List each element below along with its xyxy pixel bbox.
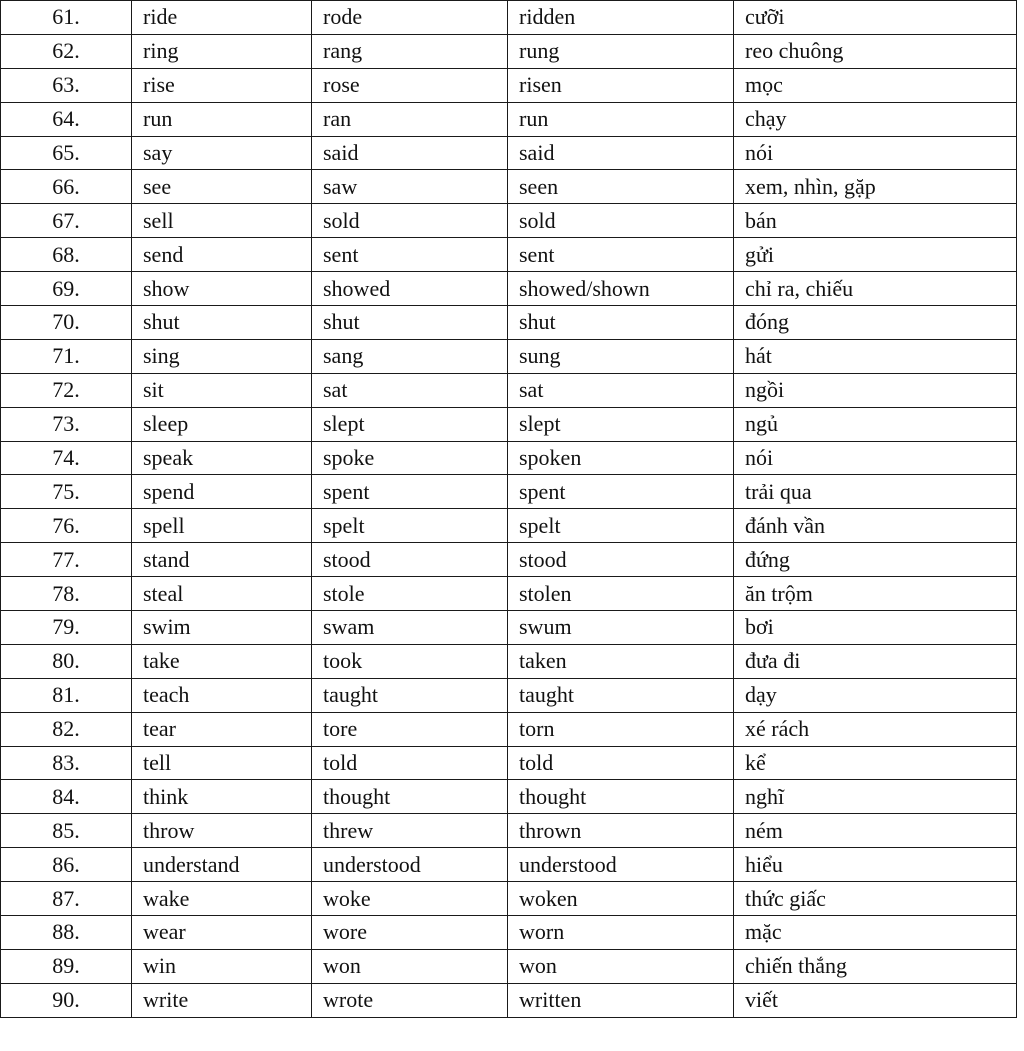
- row-number-cell: 87.: [1, 882, 132, 916]
- row-number-cell: 83.: [1, 746, 132, 780]
- base-form-cell: run: [132, 102, 312, 136]
- meaning-cell: chỉ ra, chiếu: [734, 272, 1017, 306]
- past-simple-cell: understood: [312, 848, 508, 882]
- meaning-cell: bơi: [734, 611, 1017, 645]
- past-simple-cell: stole: [312, 577, 508, 611]
- past-participle-cell: torn: [508, 712, 734, 746]
- meaning-cell: bán: [734, 204, 1017, 238]
- row-number-cell: 77.: [1, 543, 132, 577]
- row-number-cell: 80.: [1, 644, 132, 678]
- past-participle-cell: stolen: [508, 577, 734, 611]
- base-form-cell: ride: [132, 1, 312, 35]
- past-simple-cell: rang: [312, 34, 508, 68]
- past-simple-cell: tore: [312, 712, 508, 746]
- past-simple-cell: saw: [312, 170, 508, 204]
- meaning-cell: hiểu: [734, 848, 1017, 882]
- past-participle-cell: spoken: [508, 441, 734, 475]
- meaning-cell: mọc: [734, 68, 1017, 102]
- base-form-cell: sell: [132, 204, 312, 238]
- table-row: [1, 848, 1017, 882]
- meaning-cell: đánh vần: [734, 509, 1017, 543]
- table-row: [1, 611, 1017, 645]
- table-row: [1, 983, 1017, 1017]
- table-row: [1, 34, 1017, 68]
- row-number-cell: 74.: [1, 441, 132, 475]
- base-form-cell: rise: [132, 68, 312, 102]
- table-row: [1, 746, 1017, 780]
- row-number-cell: 89.: [1, 949, 132, 983]
- meaning-cell: viết: [734, 983, 1017, 1017]
- base-form-cell: sit: [132, 373, 312, 407]
- meaning-cell: thức giấc: [734, 882, 1017, 916]
- row-number-cell: 84.: [1, 780, 132, 814]
- base-form-cell: sing: [132, 339, 312, 373]
- past-simple-cell: swam: [312, 611, 508, 645]
- row-number-cell: 69.: [1, 272, 132, 306]
- base-form-cell: sleep: [132, 407, 312, 441]
- table-row: [1, 577, 1017, 611]
- base-form-cell: say: [132, 136, 312, 170]
- past-participle-cell: said: [508, 136, 734, 170]
- meaning-cell: đóng: [734, 306, 1017, 340]
- base-form-cell: swim: [132, 611, 312, 645]
- base-form-cell: stand: [132, 543, 312, 577]
- meaning-cell: kể: [734, 746, 1017, 780]
- row-number-cell: 82.: [1, 712, 132, 746]
- meaning-cell: nói: [734, 441, 1017, 475]
- base-form-cell: tell: [132, 746, 312, 780]
- table-row: [1, 68, 1017, 102]
- past-participle-cell: sent: [508, 238, 734, 272]
- past-simple-cell: showed: [312, 272, 508, 306]
- row-number-cell: 81.: [1, 678, 132, 712]
- base-form-cell: tear: [132, 712, 312, 746]
- past-participle-cell: thrown: [508, 814, 734, 848]
- base-form-cell: wake: [132, 882, 312, 916]
- past-participle-cell: told: [508, 746, 734, 780]
- past-participle-cell: swum: [508, 611, 734, 645]
- past-simple-cell: stood: [312, 543, 508, 577]
- past-participle-cell: stood: [508, 543, 734, 577]
- meaning-cell: nghĩ: [734, 780, 1017, 814]
- meaning-cell: ăn trộm: [734, 577, 1017, 611]
- past-simple-cell: threw: [312, 814, 508, 848]
- past-simple-cell: slept: [312, 407, 508, 441]
- past-simple-cell: shut: [312, 306, 508, 340]
- past-participle-cell: ridden: [508, 1, 734, 35]
- past-simple-cell: spelt: [312, 509, 508, 543]
- table-row: [1, 1, 1017, 35]
- base-form-cell: win: [132, 949, 312, 983]
- meaning-cell: ngủ: [734, 407, 1017, 441]
- base-form-cell: see: [132, 170, 312, 204]
- past-participle-cell: sung: [508, 339, 734, 373]
- row-number-cell: 72.: [1, 373, 132, 407]
- row-number-cell: 75.: [1, 475, 132, 509]
- past-participle-cell: thought: [508, 780, 734, 814]
- base-form-cell: spend: [132, 475, 312, 509]
- table-row: [1, 373, 1017, 407]
- row-number-cell: 70.: [1, 306, 132, 340]
- meaning-cell: cưỡi: [734, 1, 1017, 35]
- table-row: [1, 136, 1017, 170]
- past-simple-cell: rode: [312, 1, 508, 35]
- past-participle-cell: won: [508, 949, 734, 983]
- table-row: [1, 238, 1017, 272]
- past-participle-cell: showed/shown: [508, 272, 734, 306]
- past-simple-cell: sang: [312, 339, 508, 373]
- row-number-cell: 86.: [1, 848, 132, 882]
- base-form-cell: shut: [132, 306, 312, 340]
- table-row: [1, 306, 1017, 340]
- row-number-cell: 66.: [1, 170, 132, 204]
- past-simple-cell: spent: [312, 475, 508, 509]
- past-simple-cell: woke: [312, 882, 508, 916]
- meaning-cell: mặc: [734, 916, 1017, 950]
- row-number-cell: 85.: [1, 814, 132, 848]
- table-row: [1, 102, 1017, 136]
- base-form-cell: show: [132, 272, 312, 306]
- past-participle-cell: rung: [508, 34, 734, 68]
- table-row: [1, 543, 1017, 577]
- past-participle-cell: seen: [508, 170, 734, 204]
- base-form-cell: teach: [132, 678, 312, 712]
- past-simple-cell: rose: [312, 68, 508, 102]
- base-form-cell: write: [132, 983, 312, 1017]
- base-form-cell: ring: [132, 34, 312, 68]
- past-participle-cell: worn: [508, 916, 734, 950]
- row-number-cell: 79.: [1, 611, 132, 645]
- row-number-cell: 68.: [1, 238, 132, 272]
- past-simple-cell: wrote: [312, 983, 508, 1017]
- past-participle-cell: slept: [508, 407, 734, 441]
- past-simple-cell: sold: [312, 204, 508, 238]
- row-number-cell: 65.: [1, 136, 132, 170]
- base-form-cell: take: [132, 644, 312, 678]
- past-participle-cell: sold: [508, 204, 734, 238]
- table-row: [1, 339, 1017, 373]
- table-row: [1, 644, 1017, 678]
- table-row: [1, 441, 1017, 475]
- base-form-cell: think: [132, 780, 312, 814]
- past-participle-cell: woken: [508, 882, 734, 916]
- row-number-cell: 88.: [1, 916, 132, 950]
- past-simple-cell: won: [312, 949, 508, 983]
- past-participle-cell: written: [508, 983, 734, 1017]
- past-simple-cell: sat: [312, 373, 508, 407]
- base-form-cell: understand: [132, 848, 312, 882]
- row-number-cell: 78.: [1, 577, 132, 611]
- base-form-cell: spell: [132, 509, 312, 543]
- past-simple-cell: sent: [312, 238, 508, 272]
- meaning-cell: chiến thắng: [734, 949, 1017, 983]
- row-number-cell: 62.: [1, 34, 132, 68]
- table-row: [1, 170, 1017, 204]
- table-row: [1, 882, 1017, 916]
- table-row: [1, 509, 1017, 543]
- past-simple-cell: said: [312, 136, 508, 170]
- meaning-cell: xé rách: [734, 712, 1017, 746]
- past-participle-cell: taught: [508, 678, 734, 712]
- base-form-cell: speak: [132, 441, 312, 475]
- verb-table-body: [1, 1, 1017, 1018]
- meaning-cell: dạy: [734, 678, 1017, 712]
- past-participle-cell: shut: [508, 306, 734, 340]
- table-row: [1, 475, 1017, 509]
- meaning-cell: đưa đi: [734, 644, 1017, 678]
- past-participle-cell: sat: [508, 373, 734, 407]
- past-simple-cell: spoke: [312, 441, 508, 475]
- past-simple-cell: taught: [312, 678, 508, 712]
- table-row: [1, 814, 1017, 848]
- row-number-cell: 67.: [1, 204, 132, 238]
- meaning-cell: ném: [734, 814, 1017, 848]
- row-number-cell: 76.: [1, 509, 132, 543]
- past-simple-cell: took: [312, 644, 508, 678]
- meaning-cell: ngồi: [734, 373, 1017, 407]
- table-row: [1, 780, 1017, 814]
- base-form-cell: wear: [132, 916, 312, 950]
- meaning-cell: chạy: [734, 102, 1017, 136]
- meaning-cell: gửi: [734, 238, 1017, 272]
- row-number-cell: 71.: [1, 339, 132, 373]
- row-number-cell: 61.: [1, 1, 132, 35]
- past-participle-cell: understood: [508, 848, 734, 882]
- meaning-cell: nói: [734, 136, 1017, 170]
- past-participle-cell: spelt: [508, 509, 734, 543]
- row-number-cell: 63.: [1, 68, 132, 102]
- base-form-cell: send: [132, 238, 312, 272]
- row-number-cell: 64.: [1, 102, 132, 136]
- past-simple-cell: thought: [312, 780, 508, 814]
- row-number-cell: 90.: [1, 983, 132, 1017]
- past-participle-cell: taken: [508, 644, 734, 678]
- meaning-cell: trải qua: [734, 475, 1017, 509]
- table-row: [1, 949, 1017, 983]
- meaning-cell: reo chuông: [734, 34, 1017, 68]
- table-row: [1, 916, 1017, 950]
- meaning-cell: đứng: [734, 543, 1017, 577]
- past-simple-cell: told: [312, 746, 508, 780]
- table-row: [1, 678, 1017, 712]
- base-form-cell: throw: [132, 814, 312, 848]
- past-participle-cell: spent: [508, 475, 734, 509]
- past-participle-cell: risen: [508, 68, 734, 102]
- table-row: [1, 712, 1017, 746]
- base-form-cell: steal: [132, 577, 312, 611]
- meaning-cell: xem, nhìn, gặp: [734, 170, 1017, 204]
- past-participle-cell: run: [508, 102, 734, 136]
- row-number-cell: 73.: [1, 407, 132, 441]
- table-row: [1, 407, 1017, 441]
- table-row: [1, 272, 1017, 306]
- meaning-cell: hát: [734, 339, 1017, 373]
- table-row: [1, 204, 1017, 238]
- past-simple-cell: ran: [312, 102, 508, 136]
- past-simple-cell: wore: [312, 916, 508, 950]
